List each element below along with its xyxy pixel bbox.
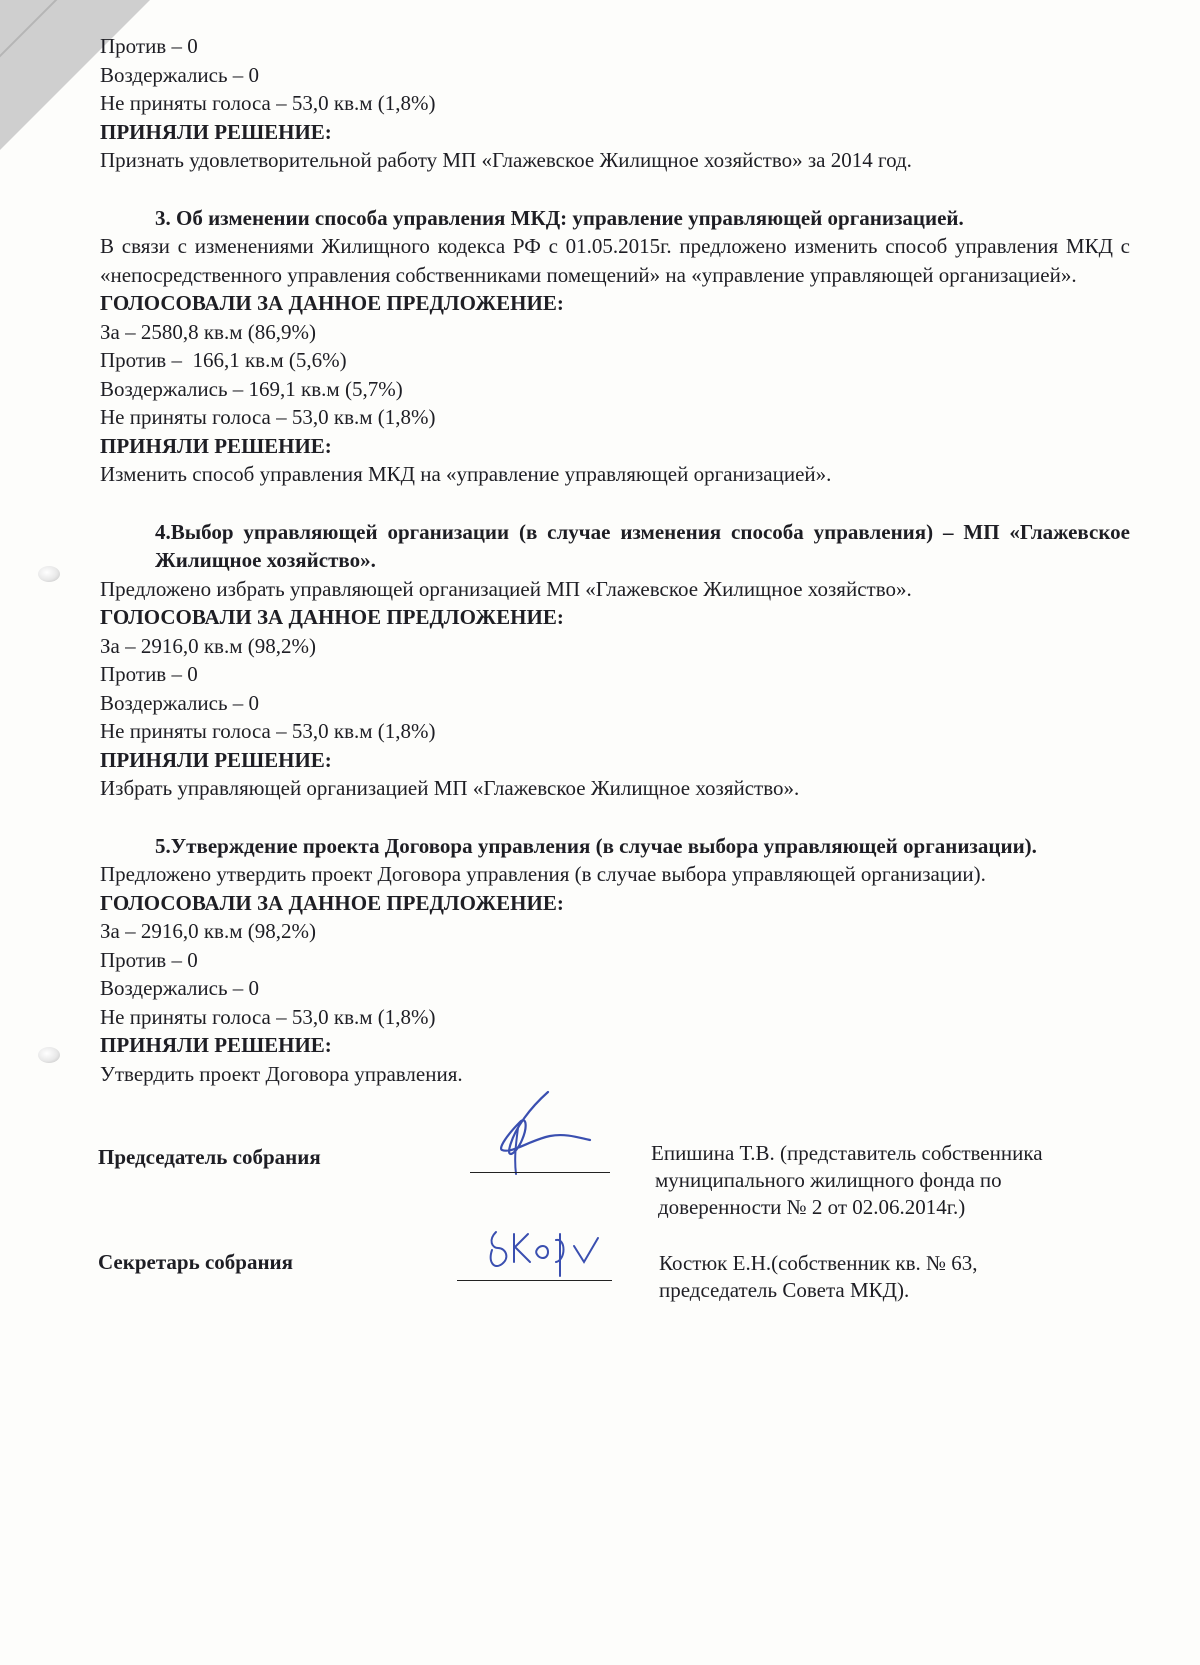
item-4-decision-label: ПРИНЯЛИ РЕШЕНИЕ: [100, 747, 332, 772]
item-5-decision-label: ПРИНЯЛИ РЕШЕНИЕ: [100, 1033, 332, 1057]
item-4-abstained: Воздержались – 0 [100, 690, 260, 715]
item-3-voted-label: ГОЛОСОВАЛИ ЗА ДАННОЕ ПРЕДЛОЖЕНИЕ: [100, 291, 564, 315]
item-4-voted-label: ГОЛОСОВАЛИ ЗА ДАННОЕ ПРЕДЛОЖЕНИЕ: [100, 605, 564, 629]
item-5-for: За – 2916,0 кв.м (98,2%) [100, 919, 316, 943]
item-4-text: Предложено избрать управляющей организацией МП «Глажевское Жилищное хозяйство». [100, 576, 912, 601]
item-3-against: Против – 166,1 кв.м (5,6%) [100, 348, 347, 372]
decision-label: ПРИНЯЛИ РЕШЕНИЕ: [100, 119, 332, 144]
chair-name-line2: муниципального жилищного фонда по [655, 1168, 1002, 1192]
secretary-name-line1: Костюк Е.Н.(собственник кв. № 63, [659, 1251, 978, 1275]
secretary-signature [480, 1220, 610, 1280]
item-5-heading: 5.Утверждение проекта Договора управления (в случае выбора управляющей организации). [155, 833, 1037, 858]
item-3-for: За – 2580,8 кв.м (86,9%) [100, 319, 316, 344]
decision-text: Признать удовлетворительной работу МП «Глажевское Жилищное хозяйство» за 2014 год. [100, 148, 912, 172]
item-3-decision: Изменить способ управления МКД на «управление управляющей организацией». [100, 462, 832, 486]
secretary-role: Секретарь собрания [98, 1250, 294, 1274]
chair-name-line3: доверенности № 2 от 02.06.2014г.) [658, 1195, 966, 1219]
chair-name-line1: Епишина Т.В. (представитель собственника [651, 1141, 1043, 1165]
chair-signature [490, 1088, 610, 1178]
item-4-for: За – 2916,0 кв.м (98,2%) [100, 633, 316, 658]
item-5-against: Против – 0 [100, 947, 198, 972]
secretary-signature-line [457, 1280, 612, 1281]
item-5-text: Предложено утвердить проект Договора управления (в случае выбора управляющей организации). [100, 862, 986, 886]
item-5-not-accepted: Не приняты голоса – 53,0 кв.м (1,8%) [100, 1004, 436, 1029]
item-3-not-accepted: Не приняты голоса – 53,0 кв.м (1,8%) [100, 405, 436, 429]
item-3-decision-label: ПРИНЯЛИ РЕШЕНИЕ: [100, 433, 332, 458]
item-5-voted-label: ГОЛОСОВАЛИ ЗА ДАННОЕ ПРЕДЛОЖЕНИЕ: [100, 890, 564, 915]
chair-signature-line [470, 1172, 610, 1173]
item-3-text: В связи с изменениями Жилищного кодекса РФ с 01.05.2015г. предложено изменить способ управления МКД с «непосредственного управления собственниками помещений» на «управление управляющей организацией». [100, 234, 1130, 287]
item-4-heading: 4.Выбор управляющей организации (в случае изменения способа управления) – МП «Глажевское Жилищное хозяйство». [155, 519, 1130, 572]
chair-role: Председатель собрания [98, 1145, 321, 1169]
vote-abstained-line: Воздержались – 0 [100, 62, 260, 87]
item-4-against: Против – 0 [100, 662, 198, 686]
item-4-not-accepted: Не приняты голоса – 53,0 кв.м (1,8%) [100, 719, 436, 743]
vote-not-accepted-line: Не приняты голоса – 53,0 кв.м (1,8%) [100, 91, 436, 115]
item-5-abstained: Воздержались – 0 [100, 976, 260, 1000]
secretary-name-line2: председатель Совета МКД). [659, 1278, 910, 1302]
item-3-heading: 3. Об изменении способа управления МКД: управление управляющей организацией. [155, 205, 964, 230]
item-4-decision: Избрать управляющей организацией МП «Глажевское Жилищное хозяйство». [100, 776, 800, 800]
item-5-decision: Утвердить проект Договора управления. [100, 1061, 463, 1086]
item-3-abstained: Воздержались – 169,1 кв.м (5,7%) [100, 376, 403, 401]
vote-against-line: Против – 0 [100, 34, 198, 58]
